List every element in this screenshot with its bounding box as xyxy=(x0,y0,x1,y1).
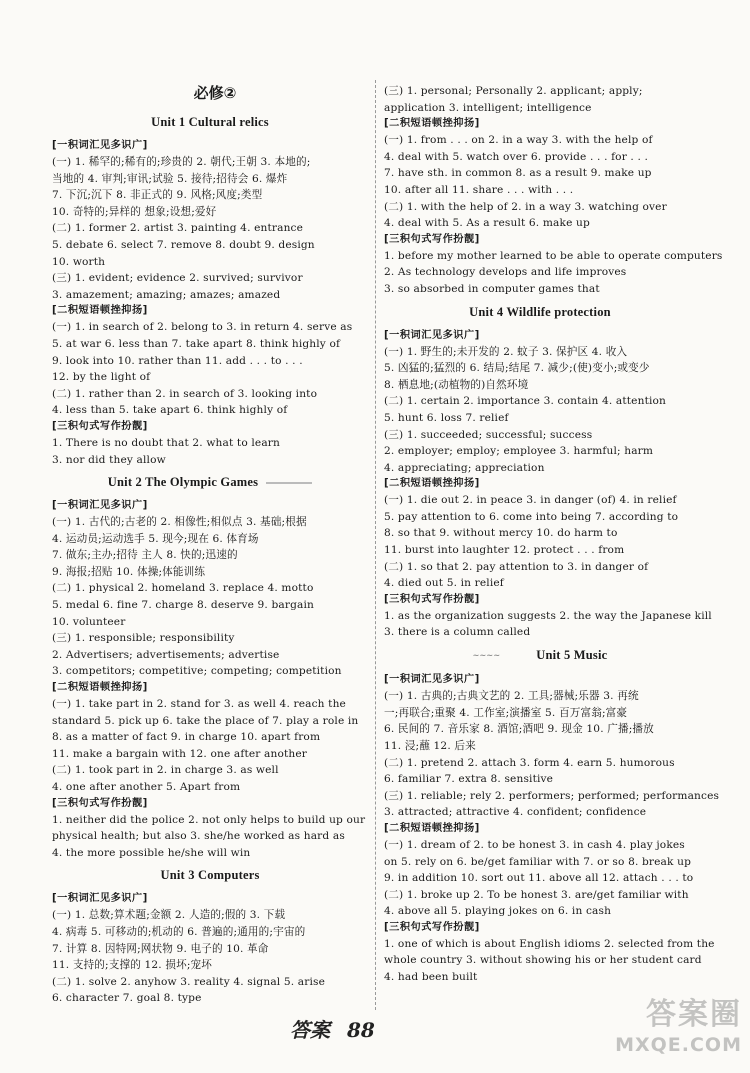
answer-line: 8. as a matter of fact 9. in charge 10. apart from xyxy=(52,731,321,744)
answer-line: 4. deal with 5. As a result 6. make up xyxy=(384,217,590,230)
answer-line: 6. familiar 7. extra 8. sensitive xyxy=(384,773,554,786)
smudge-mark xyxy=(266,482,312,484)
answer-line: 9. in addition 10. sort out 11. above all 12. attach . . . to xyxy=(384,872,694,885)
answer-line: 10. 奇特的;异样的 想象;设想;爱好 xyxy=(52,205,217,218)
section-heading: [三积句式写作扮靓] xyxy=(384,593,480,605)
unit-title: Unit 4 Wildlife protection xyxy=(469,304,611,319)
answer-line: 5. at war 6. less than 7. take apart 8. think highly of xyxy=(52,337,341,350)
answer-line: (二) 1. rather than 2. in search of 3. looking into xyxy=(52,387,318,400)
answer-line: (二) 1. took part in 2. in charge 3. as well xyxy=(52,764,279,777)
unit-title: ~~~~ Unit 5 Music xyxy=(384,645,696,666)
answer-line: 3. so absorbed in computer games that xyxy=(384,282,600,295)
unit-title: Unit 2 The Olympic Games xyxy=(52,472,368,492)
watermark-top: 答案圈 xyxy=(646,997,742,1032)
section-heading: [三积句式写作扮靓] xyxy=(384,233,480,245)
answer-line: 7. 做东;主办;招待 主人 8. 快的;迅速的 xyxy=(52,549,238,562)
section-heading: [二积短语顿挫抑扬] xyxy=(384,478,480,490)
answer-line: (一) 1. 野生的;未开发的 2. 蚊子 3. 保护区 4. 收入 xyxy=(384,345,628,358)
answer-line: 4. deal with 5. watch over 6. provide . . . for . . . xyxy=(384,150,649,163)
answer-line: (三) 1. personal; Personally 2. applicant; apply; xyxy=(384,85,643,97)
answer-line: (一) 1. 稀罕的;稀有的;珍贵的 2. 朝代;王朝 3. 本地的; xyxy=(52,156,311,168)
section-heading: [三积句式写作扮靓] xyxy=(52,420,148,432)
answer-line: 7. 计算 8. 因特网;网状物 9. 电子的 10. 革命 xyxy=(52,942,269,955)
answer-line: (二) 1. pretend 2. attach 3. form 4. earn 5. humorous xyxy=(384,756,675,769)
answer-line: 11. make a bargain with 12. one after another xyxy=(52,747,307,760)
page-number: 88 xyxy=(346,1018,375,1042)
answer-line: 10. volunteer xyxy=(52,615,126,628)
answer-line: on 5. rely on 6. be/get familiar with 7. or so 8. break up xyxy=(384,855,692,868)
answer-line: 当地的 4. 审判;审讯;试验 5. 接待;招待会 6. 爆炸 xyxy=(52,172,288,185)
answer-line: (二) 1. with the help of 2. in a way 3. watching over xyxy=(384,200,667,213)
answer-line: 9. look into 10. rather than 11. add . . . to . . . xyxy=(52,354,303,367)
answer-line: (二) 1. certain 2. importance 3. contain 4. attention xyxy=(384,395,667,408)
answer-line: 4. 运动员;运动选手 5. 现今;现在 6. 体育场 xyxy=(52,532,259,545)
answer-line: (三) 1. responsible; responsibility xyxy=(52,632,235,645)
answer-line: 4. appreciating; appreciation xyxy=(384,461,545,474)
unit-title: Unit 3 Computers xyxy=(160,868,260,883)
answer-line: whole country 3. without showing his or her student card xyxy=(384,954,702,967)
answer-line: 5. pay attention to 6. come into being 7. according to xyxy=(384,510,679,523)
answer-line: (一) 1. 古典的;古典文艺的 2. 工具;器械;乐器 3. 再统 xyxy=(384,690,639,703)
answer-line: 10. worth xyxy=(52,255,106,268)
answer-line: 11. 支持的;支撑的 12. 损坏;宠坏 xyxy=(52,959,213,972)
answer-line: 5. hunt 6. loss 7. relief xyxy=(384,411,509,424)
answer-line: 2. employer; employ; employee 3. harmful; harm xyxy=(384,445,654,458)
book-title: 必修② xyxy=(193,84,237,102)
answer-line: (三) 1. reliable; rely 2. performers; performed; performances xyxy=(384,789,720,802)
answer-line: 6. character 7. goal 8. type xyxy=(52,992,202,1005)
answer-line: (三) 1. evident; evidence 2. survived; survivor xyxy=(52,272,303,285)
answer-line: 3. nor did they allow xyxy=(52,453,166,466)
answer-line: physical health; but also 3. she/he worked as hard as xyxy=(52,830,345,843)
answer-line: (二) 1. former 2. artist 3. painting 4. entrance xyxy=(52,222,304,235)
answer-line: 11. 浸;蘸 12. 后来 xyxy=(384,739,476,752)
answer-line: (三) 1. succeeded; successful; success xyxy=(384,428,593,441)
right-column xyxy=(384,83,723,986)
answer-line: (二) 1. physical 2. homeland 3. replace 4. motto xyxy=(52,582,314,595)
column-divider xyxy=(375,80,376,1010)
answer-line: 11. burst into laughter 12. protect . . . from xyxy=(384,544,625,557)
watermark xyxy=(602,997,742,1067)
section-heading: [三积句式写作扮靓] xyxy=(52,797,148,809)
answer-line: 3. amazement; amazing; amazes; amazed xyxy=(52,288,281,301)
answer-line: 10. after all 11. share . . . with . . . xyxy=(384,183,574,196)
answer-line: (一) 1. die out 2. in peace 3. in danger (of) 4. in relief xyxy=(384,494,677,507)
section-heading: [一积词汇见多识广] xyxy=(52,140,148,151)
answer-line: 4. had been built xyxy=(384,971,478,984)
answer-line: 7. 下沉;沉下 8. 非正式的 9. 风格;风度;类型 xyxy=(52,189,263,202)
answer-line: (二) 1. so that 2. pay attention to 3. in danger of xyxy=(384,560,649,573)
answer-line: 1. before my mother learned to be able to operate computers xyxy=(384,249,723,262)
answer-line: 4. 病毒 5. 可移动的;机动的 6. 普遍的;通用的;宇宙的 xyxy=(52,925,306,938)
section-heading: [一积词汇见多识广] xyxy=(52,500,148,512)
section-heading: [二积短语顿挫抑扬] xyxy=(52,305,148,317)
answer-line: 1. as the organization suggests 2. the way the Japanese kill xyxy=(384,609,712,622)
answer-line: 3. there is a column called xyxy=(384,626,531,639)
answer-line: (二) 1. broke up 2. To be honest 3. are/get familiar with xyxy=(384,888,689,901)
answer-line: (一) 1. take part in 2. stand for 3. as well 4. reach the xyxy=(52,698,346,711)
answer-line: 1. one of which is about English idioms 2. selected from the xyxy=(384,937,715,950)
left-column xyxy=(52,82,368,1007)
answer-line: (一) 1. from . . . on 2. in a way 3. with the help of xyxy=(384,134,653,147)
answer-line: (一) 1. 总数;算术题;金额 2. 人造的;假的 3. 下载 xyxy=(52,909,286,922)
answer-line: 5. debate 6. select 7. remove 8. doubt 9. design xyxy=(52,238,315,251)
answer-line: 7. have sth. in common 8. as a result 9. make up xyxy=(384,167,652,180)
answer-line: (一) 1. dream of 2. to be honest 3. in cash 4. play jokes xyxy=(384,838,685,851)
section-heading: [一积词汇见多识广] xyxy=(384,674,480,686)
answer-line: 2. As technology develops and life improves xyxy=(384,266,627,279)
section-heading: [三积句式写作扮靓] xyxy=(384,921,480,933)
answer-line: 1. There is no doubt that 2. what to learn xyxy=(52,436,280,449)
section-heading: [二积短语顿挫抑扬] xyxy=(384,822,480,834)
section-heading: [二积短语顿挫抑扬] xyxy=(384,118,480,130)
watermark-bottom: MXQE.COM xyxy=(615,1034,742,1056)
answer-line: 5. 凶猛的;猛烈的 6. 结局;结尾 7. 减少;(使)变小;或变少 xyxy=(384,362,650,375)
section-heading: [一积词汇见多识广] xyxy=(52,893,148,905)
answer-line: application 3. intelligent; intelligence xyxy=(384,101,592,114)
answer-line: 9. 海报;招贴 10. 体操;体能训练 xyxy=(52,565,206,578)
section-heading: [一积词汇见多识广] xyxy=(384,329,480,341)
answer-line: 2. Advertisers; advertisements; advertise xyxy=(52,648,280,661)
answer-line: 8. 栖息地;(动植物的)自然环境 xyxy=(384,378,529,391)
answer-line: 3. competitors; competitive; competing; competition xyxy=(52,665,342,678)
answer-line: (一) 1. in search of 2. belong to 3. in return 4. serve as xyxy=(52,321,353,334)
footer-label: 答案 xyxy=(290,1018,330,1042)
section-heading: [二积短语顿挫抑扬] xyxy=(52,682,148,694)
answer-line: 4. above all 5. playing jokes on 6. in cash xyxy=(384,905,612,918)
answer-line: 6. 民间的 7. 音乐家 8. 酒馆;酒吧 9. 现金 10. 广播;播放 xyxy=(384,723,654,736)
answer-line: standard 5. pick up 6. take the place of 7. play a role in xyxy=(52,714,359,727)
answer-line: 3. attracted; attractive 4. confident; confidence xyxy=(384,806,647,819)
handwritten-smudge: ~~~~ xyxy=(472,651,501,661)
page-footer xyxy=(290,1018,385,1042)
answer-line: 12. by the light of xyxy=(52,371,151,384)
answer-line: 一;再联合;重聚 4. 工作室;演播室 5. 百万富翁;富豪 xyxy=(384,706,628,719)
unit-title: Unit 1 Cultural relics xyxy=(151,115,269,129)
answer-line: 1. neither did the police 2. not only helps to build up our xyxy=(52,813,366,826)
answer-line: (一) 1. 古代的;古老的 2. 相像性;相似点 3. 基础;根据 xyxy=(52,516,307,529)
answer-line: 4. one after another 5. Apart from xyxy=(52,781,241,793)
answer-line: 4. died out 5. in relief xyxy=(384,577,504,590)
answer-line: 4. the more possible he/she will win xyxy=(52,846,251,859)
answer-line: 5. medal 6. fine 7. charge 8. deserve 9. bargain xyxy=(52,599,314,612)
answer-line: 4. less than 5. take apart 6. think highly of xyxy=(52,404,288,417)
answer-line: (二) 1. solve 2. anyhow 3. reality 4. signal 5. arise xyxy=(52,975,325,988)
answer-line: 8. so that 9. without mercy 10. do harm to xyxy=(384,527,618,540)
